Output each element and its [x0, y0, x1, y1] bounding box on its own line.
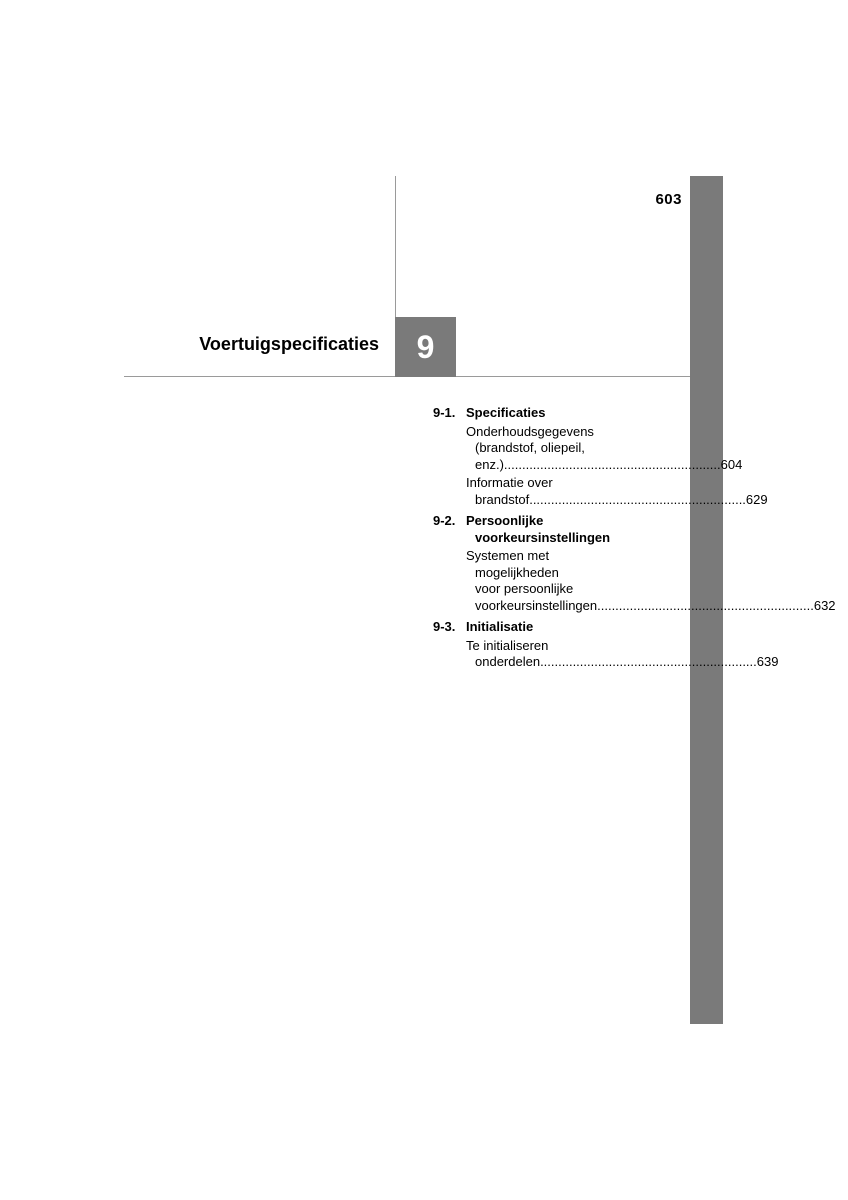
toc-section-9-3[interactable] — [433, 619, 658, 636]
page-number: 603 — [655, 191, 682, 208]
toc-entry-informatie-brandstof[interactable]: Informatie over brandstof ............................................................ 629 — [466, 475, 768, 507]
chapter-title: Voertuigspecificaties — [199, 334, 379, 354]
leader-dots: ............................................................ — [540, 654, 757, 669]
section-title: Initialisatie — [466, 619, 534, 634]
leader-dots: ............................................................ — [597, 597, 814, 613]
section-title: Specificaties — [466, 405, 546, 420]
toc-section-9-2[interactable] — [433, 513, 658, 546]
page-ref: 629 — [745, 491, 768, 507]
page-ref: 632 — [813, 597, 836, 613]
section-number: 9-1. — [433, 405, 456, 420]
toc-entry-systemen[interactable]: Systemen met mogelijkheden voor persoonlijke voorkeursinstellingen ............................................................ 632 — [466, 548, 836, 613]
section-title: Persoonlijke voorkeursinstellingen — [466, 513, 611, 545]
page-ref: 604 — [720, 456, 743, 472]
toc-entry-te-initialiseren[interactable]: Te initialiseren onderdelen ............................................................ 639 — [466, 637, 779, 669]
page-ref: 639 — [756, 654, 779, 669]
table-of-contents — [433, 405, 836, 671]
chapter-number-box: 9 — [395, 317, 456, 377]
toc-section-9-1[interactable] — [433, 405, 658, 422]
section-number: 9-3. — [433, 619, 456, 634]
leader-dots: ............................................................ — [529, 491, 746, 507]
section-number: 9-2. — [433, 513, 456, 528]
toc-entry-onderhoudsgegevens[interactable]: Onderhoudsgegevens (brandstof, oliepeil, enz.) ............................................................ 604 — [466, 423, 743, 472]
leader-dots: ............................................................ — [503, 456, 721, 472]
